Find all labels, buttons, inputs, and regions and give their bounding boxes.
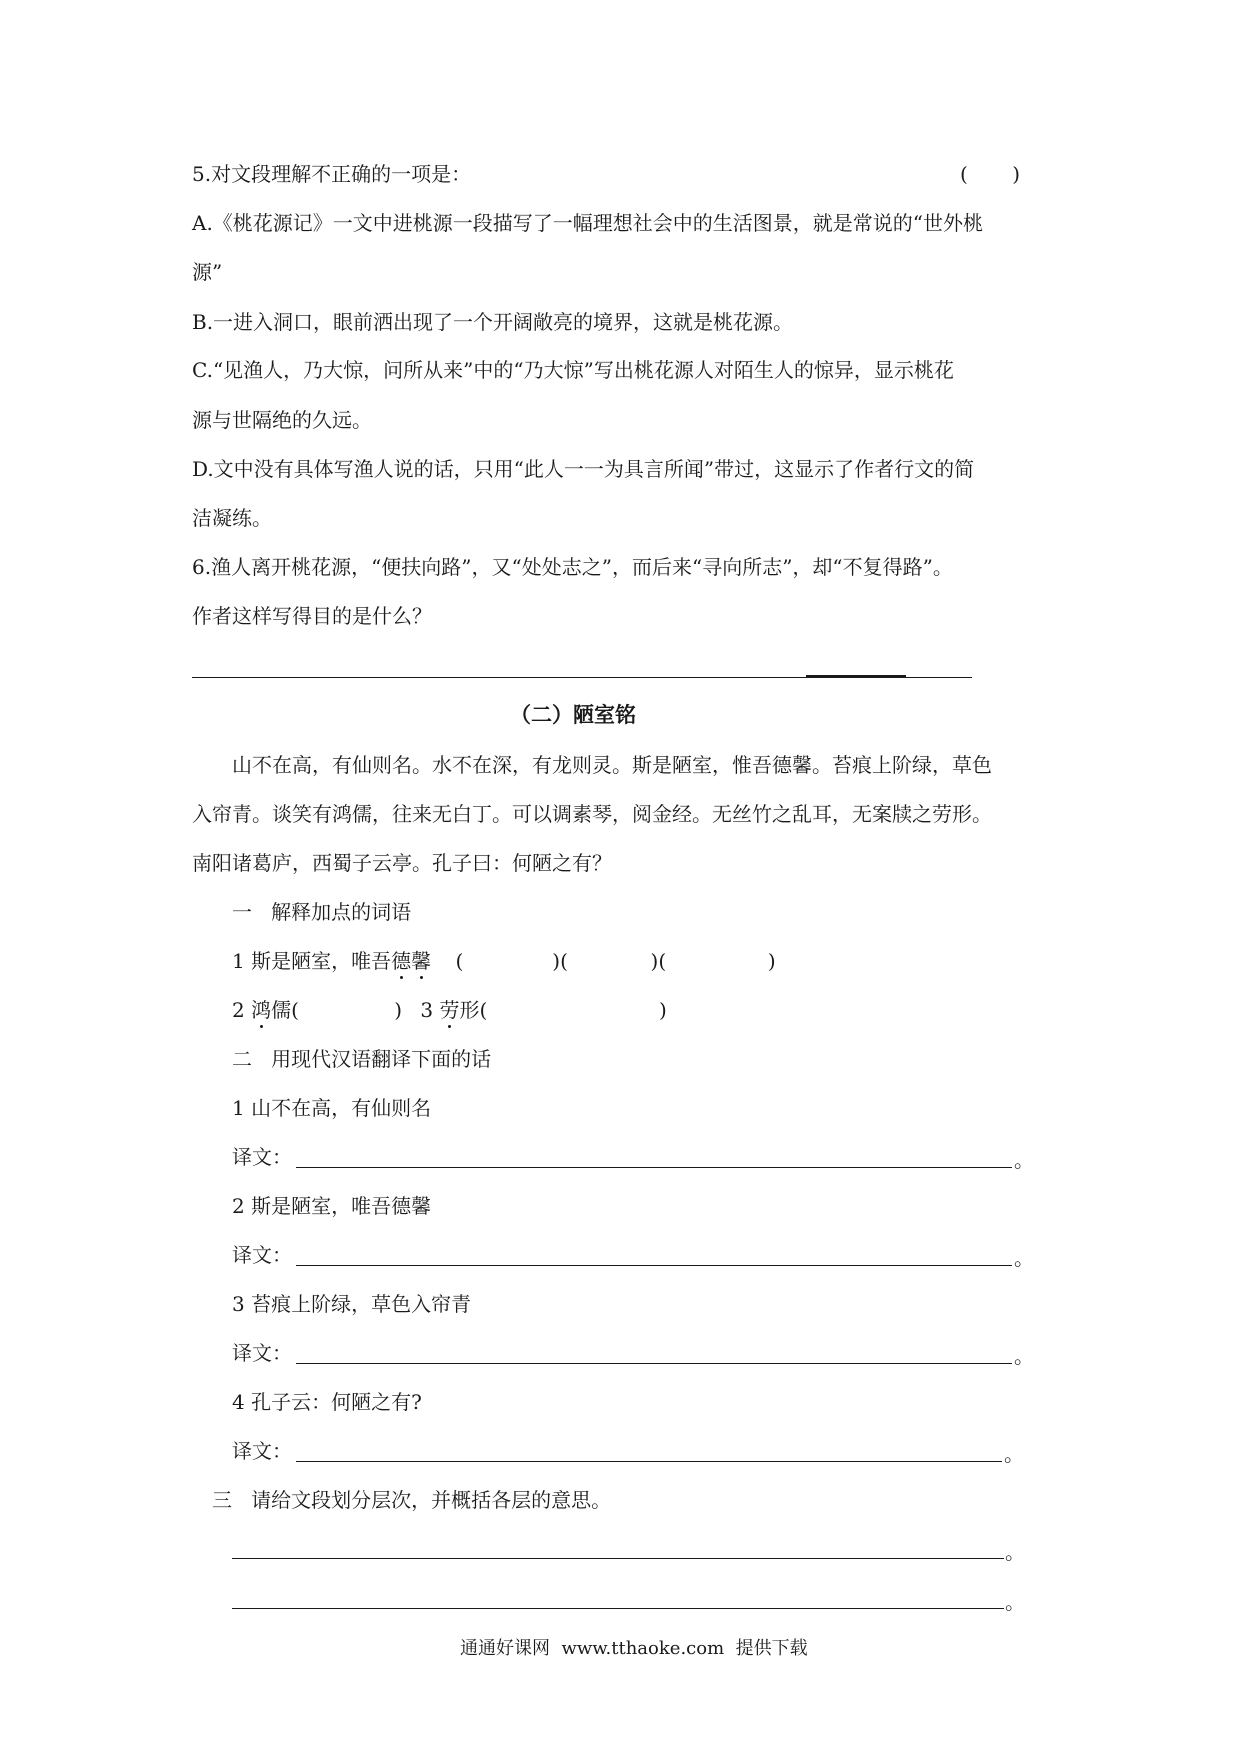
translation-line: [296, 1461, 1002, 1462]
translation-line: [296, 1363, 1012, 1364]
translation-label: 译文：: [232, 1439, 292, 1463]
passage-line2: 入帘青。谈笑有鸿儒，往来无白丁。可以调素琴，阅金经。无丝竹之乱耳，无案牍之劳形。: [192, 802, 992, 826]
section-title: （二）陋室铭: [510, 702, 636, 727]
period: 。: [1004, 1442, 1024, 1466]
answer-line-q6-thick: [806, 675, 906, 678]
answer-paren: ( ): [960, 162, 1021, 186]
option-c-line1: C.“见渔人，乃大惊，问所从来”中的“乃大惊”写出桃花源人对陌生人的惊异，显示桃花: [192, 358, 954, 382]
answer-line: [232, 1558, 1004, 1559]
option-d-line2: 洁凝练。: [192, 506, 272, 530]
period: 。: [1014, 1344, 1034, 1368]
part1-heading: 一 解释加点的词语: [232, 900, 412, 924]
dotted-char: 劳: [439, 998, 460, 1022]
period: 。: [1005, 1540, 1025, 1564]
part1-item2-3: [232, 998, 667, 1022]
answer-blanks: ( )( )( ): [455, 949, 776, 973]
translation-label: 译文：: [232, 1243, 292, 1267]
passage-line1: 山不在高，有仙则名。水不在深，有龙则灵。斯是陋室，惟吾德馨。苔痕上阶绿，草色: [232, 753, 992, 777]
passage-line3: 南阳诸葛庐，西蜀子云亭。孔子曰：何陋之有？: [192, 851, 612, 875]
translate-item-4: 4 孔子云：何陋之有?: [232, 1390, 422, 1414]
option-c-line2: 源与世隔绝的久远。: [192, 408, 372, 432]
period: 。: [1014, 1148, 1034, 1172]
translation-label: 译文：: [232, 1341, 292, 1365]
option-d-line1: D.文中没有具体写渔人说的话，只用“此人一一为具言所闻”带过，这显示了作者行文的简: [192, 457, 975, 481]
dotted-char: 鸿: [251, 998, 272, 1022]
option-a-line1: A.《桃花源记》一文中进桃源一段描写了一幅理想社会中的生活图景，就是常说的“世外桃: [192, 211, 984, 235]
option-a-line2: 源”: [192, 260, 223, 284]
question-6-line1: 6.渔人离开桃花源，“便扶向路”，又“处处志之”，而后来“寻向所志”，却“不复得路”。: [192, 555, 953, 579]
option-b: B.一进入洞口，眼前洒出现了一个开阔敞亮的境界，这就是桃花源。: [192, 310, 794, 334]
footer-credit: 通通好课网 www.tthaoke.com 提供下载: [460, 1638, 808, 1659]
dotted-char: 馨: [411, 949, 432, 973]
item-rest: 形( ): [459, 998, 667, 1022]
translation-line: [296, 1167, 1012, 1168]
item-rest: 儒( ): [271, 998, 403, 1022]
period: 。: [1014, 1246, 1034, 1270]
translation-label: 译文：: [232, 1145, 292, 1169]
part1-item1: [232, 949, 776, 973]
translate-item-1: 1 山不在高，有仙则名: [232, 1096, 432, 1120]
answer-line: [232, 1608, 1004, 1609]
item-number: 2: [232, 998, 245, 1022]
item-number: 3: [420, 998, 434, 1022]
period: 。: [1005, 1590, 1025, 1614]
question-6-line2: 作者这样写得目的是什么？: [192, 604, 432, 628]
item-number: 1: [232, 949, 245, 973]
translate-item-2: 2 斯是陋室，唯吾德馨: [232, 1194, 432, 1218]
question-5: 5.对文段理解不正确的一项是：: [192, 162, 472, 186]
item-prefix: 斯是陋室，唯吾: [251, 949, 392, 973]
dotted-char: 德: [391, 949, 412, 973]
translation-line: [296, 1265, 1012, 1266]
part3-heading: 三 请给文段划分层次，并概括各层的意思。: [212, 1488, 612, 1512]
translate-item-3: 3 苔痕上阶绿，草色入帘青: [232, 1292, 472, 1316]
part2-heading: 二 用现代汉语翻译下面的话: [232, 1047, 492, 1071]
